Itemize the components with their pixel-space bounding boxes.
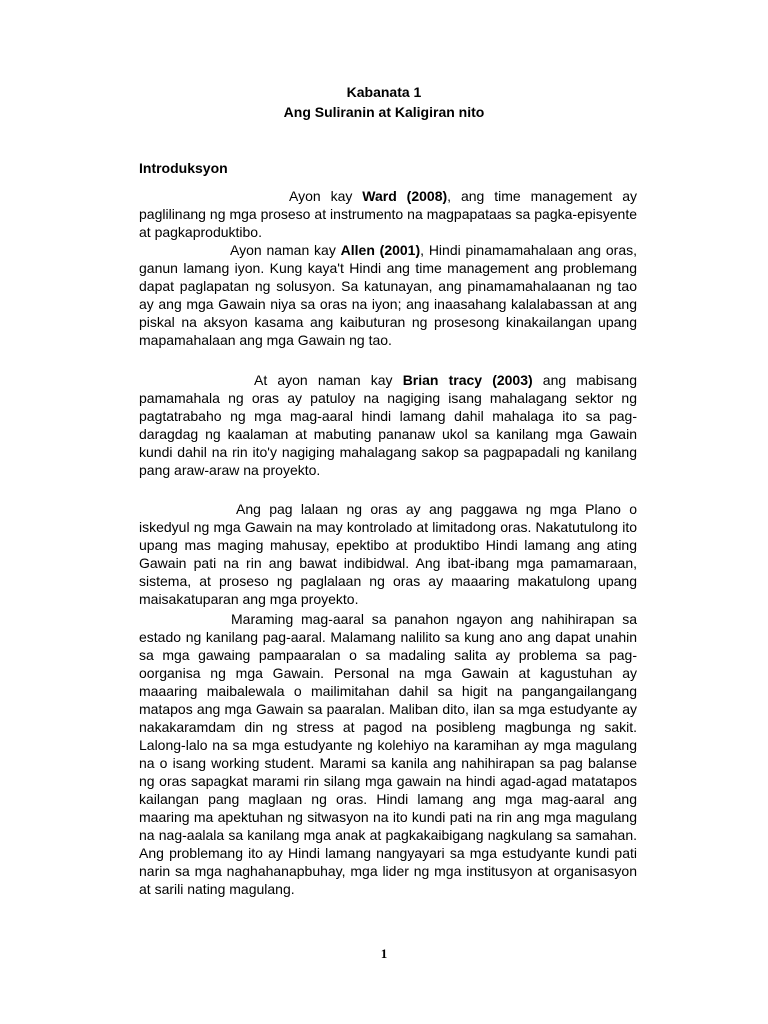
p5-text: Maraming mag-aaral sa panahon ngayon ang nahihirapan sa estado ng kanilang pag-aaral. Malamang nalilito sa kung ano ang dapat unahin sa mga gawaing pampaaralan o sa madaling salita ay problema sa pag-oorganisa ng mga Gawain. Personal na mga Gawain at kagustuhan ay maaaring maibalewala o mailimitahan dahil sa higit na pangangailangang matapos ang mga Gawain sa paaralan. Maliban dito, ilan sa mga estudyante ay nakakaramdam din ng stress at pagod na posibleng magbunga ng sakit. Lalong-lalo na sa mga estudyante ng kolehiyo na karamihan ay mga magulang na o isang working student. Marami sa kanila ang nahihirapan sa pag balanse ng oras sapagkat marami rin silang mga gawain na hindi agad-agad matatapos kailangan pang maglaan ng oras. Hindi lamang ang mga mag-aaral ang maaring ma apektuhan ng sitwasyon na ito kundi pati na rin ang mga magulang na nag-aalala sa kanilang mga anak at pagkakaibigang nagkulang sa samahan. Ang problemang ito ay Hindi lamang nangyayari sa mga estudyante kundi pati narin sa mga naghahanapbuhay, mga lider ng mga institusyon at organisasyon at sarili nating magulang.	[139, 611, 637, 897]
p2-text-post: , Hindi pinamamahalaan ang oras, ganun lamang iyon. Kung kaya't Hindi ang time management ang problemang dapat paglapatan ng solusyon. Sa katunayan, ang pinamamahalaanan ng tao ay ang mga Gawain niya sa oras na iyon; ang inaasahang kalalabassan at ang piskal na aksyon kasama ang kaibuturan ng prosesong kinakailangan upang mapamahalaan ang mga Gawain ng tao.	[139, 242, 637, 348]
section-heading: Introduksyon	[139, 160, 228, 176]
paragraph-4	[139, 500, 637, 608]
paragraph-5	[139, 610, 637, 898]
paragraph-3	[139, 371, 637, 479]
p3-citation: Brian tracy (2003)	[402, 372, 533, 388]
paragraph-2	[139, 241, 637, 349]
p3-text-pre: At ayon naman kay	[254, 372, 403, 388]
p2-citation: Allen (2001)	[340, 242, 421, 258]
p1-text-post: , ang time management ay paglilinang ng mga proseso at instrumento na magpapataas sa pagka-episyente at pagkaproduktibo.	[139, 188, 638, 240]
p4-text: Ang pag lalaan ng oras ay ang paggawa ng mga Plano o iskedyul ng mga Gawain na may kontrolado at limitadong oras. Nakatutulong ito upang mas maging mahusay, epektibo at produktibo Hindi lamang ang ating Gawain pati na rin ang bawat indibidwal. Ang ibat-ibang mga pamamaraan, sistema, at proseso ng paglalaan ng oras ay maaaring makatulong upang maisakatuparan ang mga proyekto.	[139, 501, 637, 607]
page-number: 1	[380, 946, 388, 961]
p2-text-pre: Ayon naman kay	[230, 242, 341, 258]
paragraph-1	[139, 187, 637, 241]
chapter-title: Ang Suliranin at Kaligiran nito	[283, 104, 485, 120]
p1-text-pre: Ayon kay	[289, 188, 363, 204]
p3-text-post: ang mabisang pamamahala ng oras ay patuloy na nagiging isang mahalagang sektor ng pagtatrabaho ng mga mag-aaral hindi lamang dahil mahalaga ito sa pag-daragdag ng kaalaman at mabuting pananaw ukol sa kanilang mga Gawain kundi dahil na rin ito'y nagiging mahalagang sakop sa pagpapadali ng kanilang pang araw-araw na proyekto.	[139, 372, 637, 478]
p1-citation: Ward (2008)	[362, 188, 448, 204]
chapter-number: Kabanata 1	[346, 84, 422, 100]
